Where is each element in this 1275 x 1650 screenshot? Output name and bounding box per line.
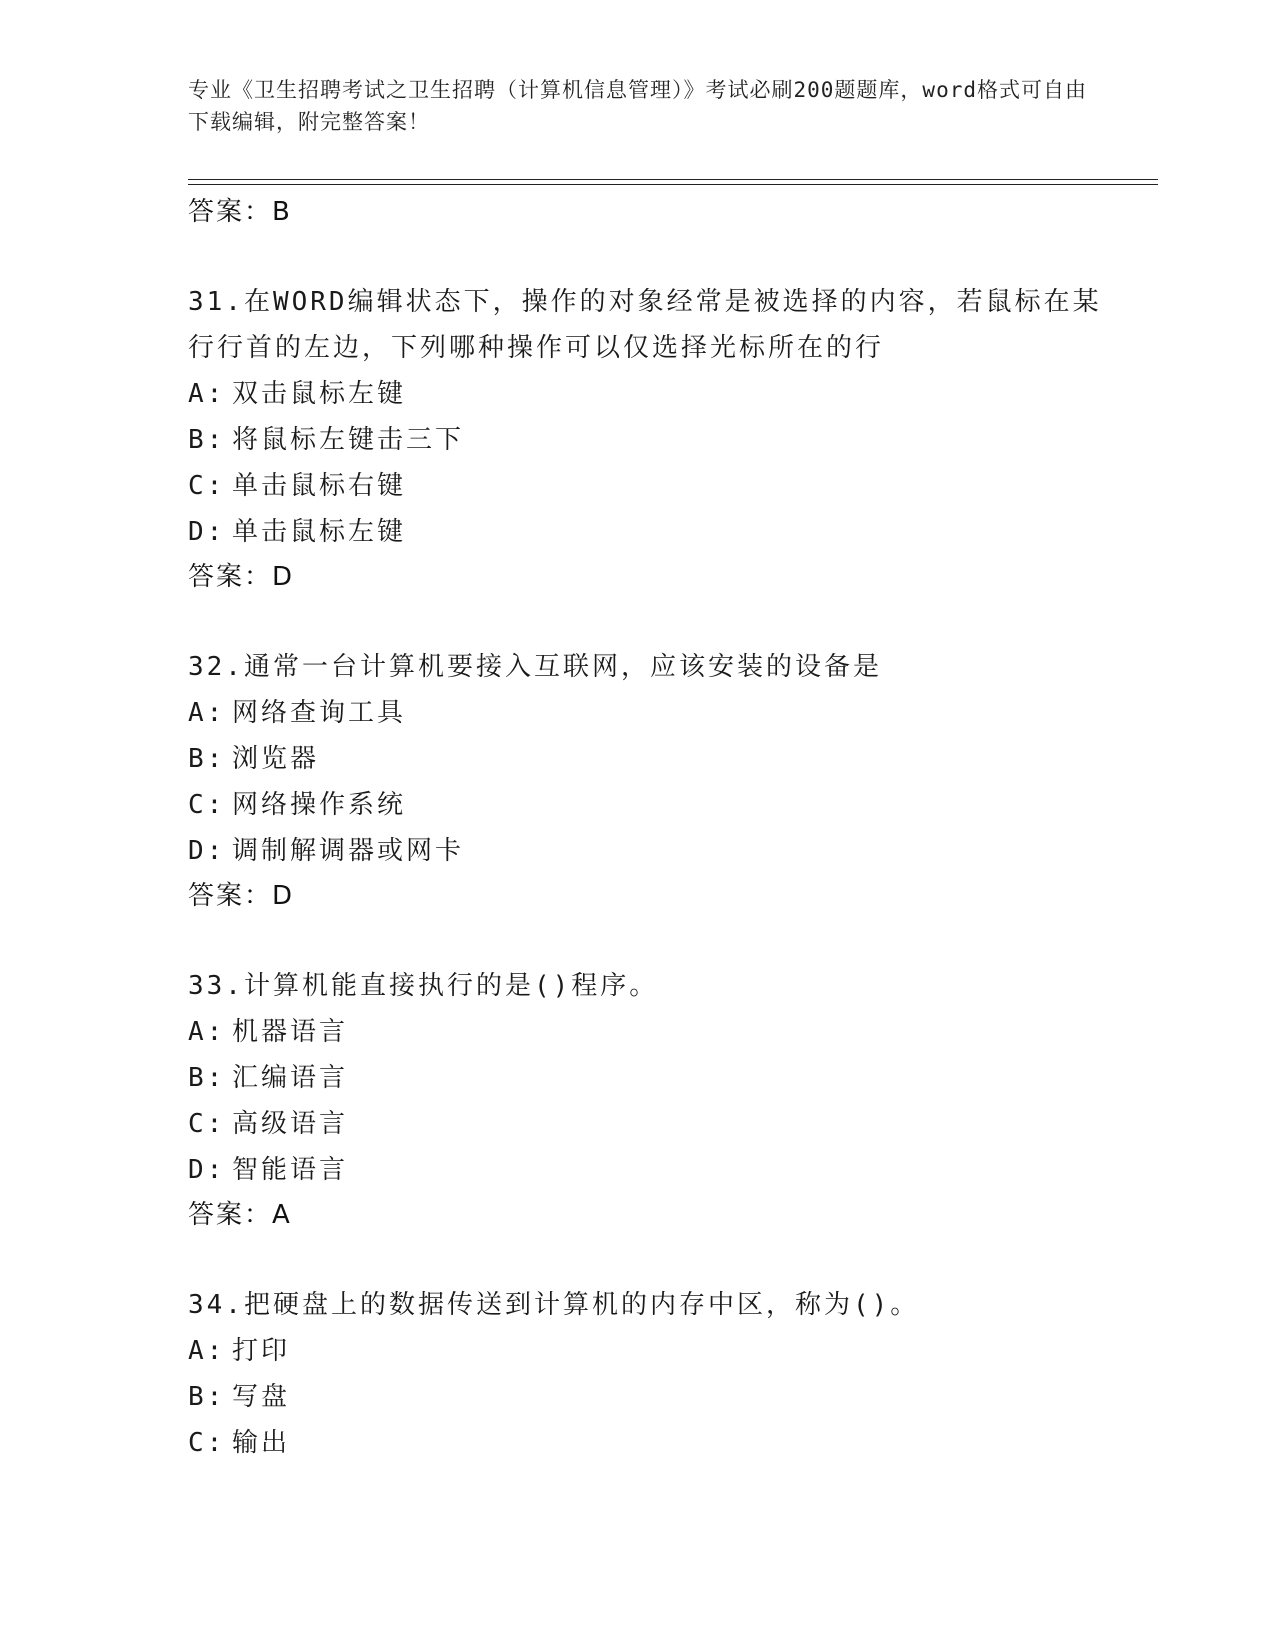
- question-text: 34.把硬盘上的数据传送到计算机的内存中区，称为()。: [188, 1290, 920, 1320]
- option-c: [188, 1420, 1108, 1466]
- header-rule-top: [188, 179, 1158, 180]
- option-b: [188, 1374, 1108, 1420]
- option-text: 高级语言: [232, 1109, 349, 1139]
- option-letter: B:: [188, 1063, 226, 1093]
- option-letter: B:: [188, 425, 226, 455]
- question-block: [188, 963, 1108, 1238]
- option-letter: C:: [188, 1428, 226, 1458]
- option-text: 将鼠标左键击三下: [232, 425, 465, 455]
- option-text: 调制解调器或网卡: [232, 836, 465, 866]
- option-a: [188, 690, 1108, 736]
- option-b: [188, 1055, 1108, 1101]
- header-rule-bottom: [188, 184, 1158, 185]
- option-a: [188, 371, 1108, 417]
- option-text: 网络查询工具: [232, 698, 407, 728]
- question-list: [188, 190, 1108, 1466]
- answer-line: 答案：B: [188, 197, 292, 227]
- option-letter: C:: [188, 1109, 226, 1139]
- option-letter: D:: [188, 517, 226, 547]
- question-text: 33.计算机能直接执行的是()程序。: [188, 971, 659, 1001]
- option-letter: A:: [188, 379, 226, 409]
- option-d: [188, 1147, 1108, 1193]
- option-c: [188, 463, 1108, 509]
- question-text: 32.通常一台计算机要接入互联网，应该安装的设备是: [188, 652, 882, 682]
- option-b: [188, 736, 1108, 782]
- option-letter: B:: [188, 1382, 226, 1412]
- answer-line: 答案：D: [188, 881, 295, 911]
- option-text: 浏览器: [232, 744, 320, 774]
- option-text: 双击鼠标左键: [232, 379, 407, 409]
- option-text: 智能语言: [232, 1155, 349, 1185]
- option-letter: C:: [188, 790, 226, 820]
- question-block: [188, 644, 1108, 919]
- option-c: [188, 782, 1108, 828]
- option-text: 汇编语言: [232, 1063, 349, 1093]
- option-c: [188, 1101, 1108, 1147]
- option-letter: A:: [188, 698, 226, 728]
- option-text: 输出: [232, 1428, 291, 1458]
- option-letter: B:: [188, 744, 226, 774]
- option-text: 机器语言: [232, 1017, 349, 1047]
- option-letter: A:: [188, 1336, 226, 1366]
- option-a: [188, 1009, 1108, 1055]
- option-letter: A:: [188, 1017, 226, 1047]
- answer-line: 答案：D: [188, 562, 295, 592]
- option-letter: D:: [188, 836, 226, 866]
- option-text: 单击鼠标右键: [232, 471, 407, 501]
- question-text: 31.在WORD编辑状态下，操作的对象经常是被选择的内容，若鼠标在某行行首的左边，下列哪种操作可以仅选择光标所在的行: [188, 287, 1102, 363]
- option-text: 单击鼠标左键: [232, 517, 407, 547]
- answer-line: 答案：A: [188, 1200, 292, 1230]
- option-text: 写盘: [232, 1382, 291, 1412]
- option-letter: D:: [188, 1155, 226, 1185]
- option-text: 打印: [232, 1336, 291, 1366]
- option-b: [188, 417, 1108, 463]
- option-a: [188, 1328, 1108, 1374]
- document-header: 专业《卫生招聘考试之卫生招聘（计算机信息管理）》考试必刷200题题库，word格式可自由下载编辑，附完整答案！: [188, 78, 1087, 134]
- question-block: [188, 279, 1108, 600]
- option-d: [188, 509, 1108, 555]
- option-d: [188, 828, 1108, 874]
- question-block: [188, 1282, 1108, 1466]
- option-letter: C:: [188, 471, 226, 501]
- option-text: 网络操作系统: [232, 790, 407, 820]
